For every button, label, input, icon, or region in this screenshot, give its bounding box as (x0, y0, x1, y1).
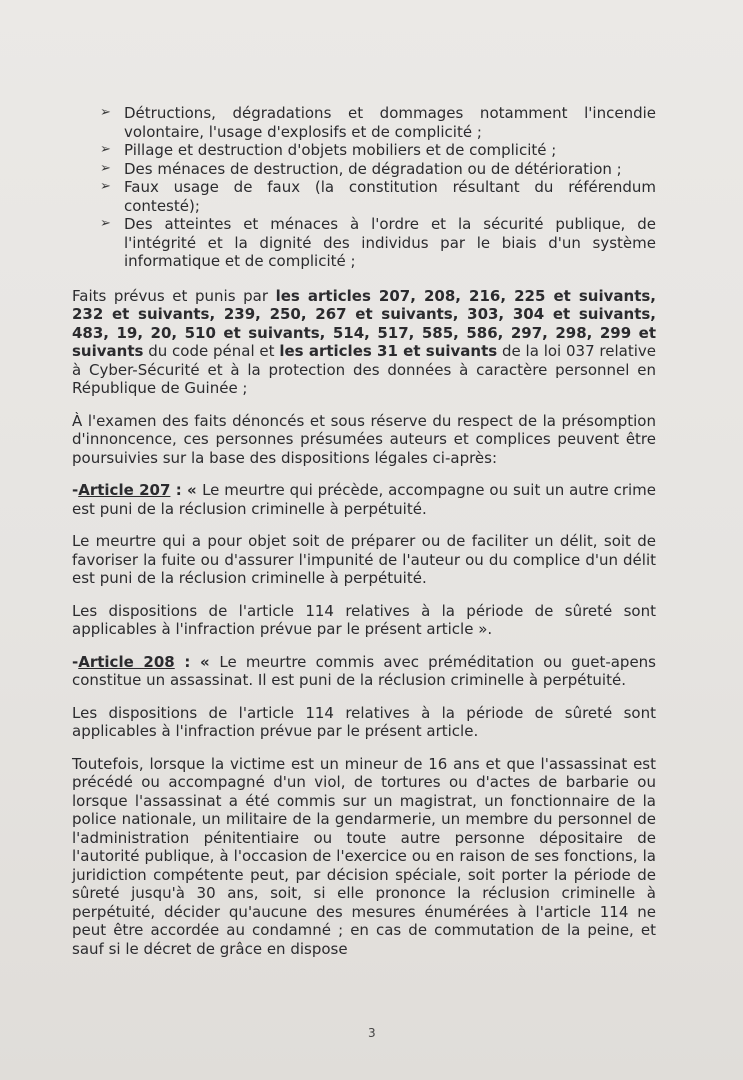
article-207-para-2: Le meurtre qui a pour objet soit de préparer ou de faciliter un délit, soit de favoriser la fuite ou d'assurer l'impunité de l'auteur ou du complice d'un délit est puni de la réclusion criminelle à perpétuité. (72, 532, 656, 587)
article-208-heading: -Article 208 : « Le meurtre commis avec préméditation ou guet-apens constitue un assassinat. Il est puni de la réclusion criminelle à perpétuité. (72, 652, 657, 689)
article-207-label: Article 207 (78, 481, 171, 499)
arrow-bullet-icon: ➢ (100, 179, 111, 194)
article-208-para-3: Toutefois, lorsque la victime est un mineur de 16 ans et que l'assassinat est précédé ou accompagné d'un viol, de tortures ou d'actes de barbarie ou lorsque l'assassinat a été commis sur un magistrat, un fonctionnaire de la police nationale, un militaire de la gendarmerie, un membre du personnel de l'administration pénitentiaire ou toute autre personne dépositaire de l'autorité publique, à l'occasion de l'exercice ou en raison de ses fonctions, la juridiction compétente peut, par décision spéciale, soit porter la période de sûreté jusqu'à 30 ans, soit, si elle prononce la réclusion criminelle à perpétuité, décider qu'aucune des mesures énumérées à l'article 114 ne peut être accordée au condamné ; en cas de commutation de la peine, et sauf si le décret de grâce en dispose (72, 754, 656, 958)
page-number: 3 (368, 1026, 376, 1040)
arrow-bullet-icon: ➢ (100, 105, 111, 120)
offense-list (100, 104, 656, 271)
list-item: ➢ Pillage et destruction d'objets mobiliers et de complicité ; (100, 141, 557, 159)
arrow-bullet-icon: ➢ (100, 142, 111, 157)
arrow-bullet-icon: ➢ (100, 160, 111, 176)
list-item: ➢ Des atteintes et ménaces à l'ordre et la sécurité publique, de l'intégrité et la dignité des individus par le biais d'un système informatique et de complicité ; (100, 215, 656, 270)
articles-31: les articles 31 et suivants (279, 342, 498, 360)
list-item: ➢ Détructions, dégradations et dommages notamment l'incendie volontaire, l'usage d'explosifs et de complicité ; (100, 104, 656, 141)
document-body (72, 104, 656, 972)
article-208-para-2: Les dispositions de l'article 114 relatives à la période de sûreté sont applicables à l'infraction prévue par le présent article. (72, 703, 656, 740)
article-207-heading: -Article 207 : « Le meurtre qui précède, accompagne ou suit un autre crime est puni de la réclusion criminelle à perpétuité. (72, 481, 657, 518)
article-207-para-3: Les dispositions de l'article 114 relatives à la période de sûreté sont applicables à l'infraction prévue par le présent article ». (72, 601, 656, 638)
list-item: ➢ Des ménaces de destruction, de dégradation ou de détérioration ; (100, 159, 622, 178)
arrow-bullet-icon: ➢ (100, 216, 111, 231)
article-208-label: Article 208 (78, 652, 175, 671)
facts-paragraph: Faits prévus et punis par les articles 207, 208, 216, 225 et suivants, 232 et suivants, 239, 250, 267 et suivants, 303, 304 et suivants, 483, 19, 20, 510 et suivants, 514, 517, 585, 586, 297, 298, 299 et suivants du code pénal et les articles 31 et suivants de la loi 037 relative à Cyber-Sécurité et à la protection des données à caractère personnel en République de Guinée ; (72, 286, 657, 397)
examination-paragraph: À l'examen des faits dénoncés et sous réserve du respect de la présomption d'innoncence, ces personnes présumées auteurs et complices peuvent être poursuivies sur la base des dispositions légales ci-après: (72, 411, 656, 467)
list-item: ➢ Faux usage de faux (la constitution résultant du référendum contesté); (100, 178, 656, 215)
articles-list: les articles 207, 208, 216, 225 et suivants, 232 et suivants, 239, 250, 267 et suivants, 303, 304 et suivants, 483, 19, 20, 510 et suivants, 514, 517, 585, 586, 297, 298, 299 et suivants (72, 286, 656, 360)
